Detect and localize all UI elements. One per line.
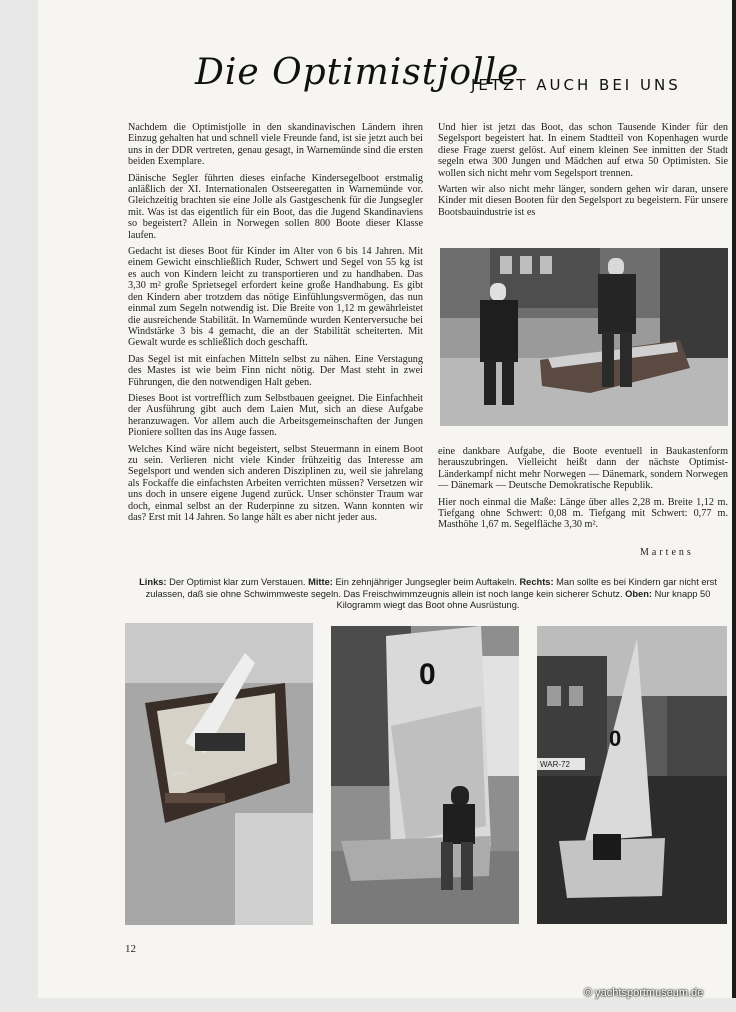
vehicle-plate: WAR-72 xyxy=(540,760,570,769)
paragraph: Nachdem die Optimistjolle in den skandinavischen Ländern ihren Einzug gehalten hat und schnell viele Freunde fand, ist sie jetzt auch bei uns in der DDR vertreten, genau gesagt, in Warnemünde sind die ersten beiden Exemplare. xyxy=(128,122,423,168)
photo-child-sailing xyxy=(537,626,727,924)
caption-label-oben: Oben: xyxy=(625,588,652,599)
article-column-right-top xyxy=(438,122,728,223)
article-column-right-bottom xyxy=(438,446,728,536)
paragraph: Gedacht ist dieses Boot für Kinder im Alter von 6 bis 14 Jahren. Mit einem Gewicht einschließlich Ruder, Schwert und Segel von 55 kg ist es auch von Kindern leicht zu transportieren und zu handhaben. Das 3,30 m² große Sprietsegel erfordert keine große Handhabung. Es gibt den Kindern aber trotzdem das nötige Einfühlungsvermögen, das nun einmal zum Segeln notwendig ist. Die Breite von 1,12 m gewährleistet die ausreichende Stabilität. In Warnemünde wurden Kenterversuche bei Windstärke 3 bis 4 gemacht, die an der Stabilität scheiterten. Mit Gewalt wurde es schließlich doch geschafft. xyxy=(128,246,423,349)
paragraph: Welches Kind wäre nicht begeistert, selbst Steuermann in einem Boot zu sein. Verlieren nicht viele Kinder frühzeitig das Interesse am Segelsport und wenden sich anderen Disziplinen zu, weil sie jahrelang als Fockaffe die einfachsten Arbeiten verrichten müssen? Versetzen wir uns doch in unsere eigene Jugend zurück. Unser schönster Traum war doch, einmal selbst an der Ruderpinne zu sitzen. Wann konnten wir das? Erst mit 14 Jahren. So lange hält es aber nicht jeder aus. xyxy=(128,443,423,523)
boat-name-label: Optimist xyxy=(170,771,189,777)
photo-boat-stowed xyxy=(125,623,313,925)
paragraph: Dieses Boot ist vortrefflich zum Selbstbauen geeignet. Die Einfachheit der Ausführung gibt auch dem Laien Mut, sich an diese Aufgabe heranzuwagen. Vor allem auch die Arbeitsgemeinschaften der Jungen Pioniere sollten das ins Auge fassen. xyxy=(128,392,423,439)
page-title xyxy=(195,52,695,104)
article-column-left xyxy=(128,122,423,528)
watermark: © yachtsportmuseum.de xyxy=(584,987,704,999)
paragraph: Dänische Segler führten dieses einfache Kindersegelboot erstmalig anläßlich der XI. Internationalen Ostseeregatten in Warnemünde vor. Gleichzeitig brachten sie eine Jolle als Gastgeschenk für die Jungsegler mit. Was ist das eigentlich für ein Boot, das die Jugend Skandinaviens so begeistert? Allein in Norwegen sollen 800 Boote dieser Klasse laufen. xyxy=(128,172,423,241)
paragraph: Warten wir also nicht mehr länger, sondern gehen wir daran, unsere Kinder mit diesen Booten für den Segelsport zu begeistern. Für unsere Bootsbauindustrie ist es xyxy=(438,184,728,218)
caption-text-links: Der Optimist klar zum Verstauen. xyxy=(166,577,309,587)
caption-label-mitte: Mitte: xyxy=(308,577,333,587)
title-subtitle: JETZT AUCH BEI UNS xyxy=(471,76,681,94)
caption-label-links: Links: xyxy=(139,577,167,587)
caption-text-mitte: Ein zehnjähriger Jungsegler beim Auftakeln. xyxy=(332,577,520,587)
scan-bottom-margin xyxy=(0,998,736,1012)
title-script: Die Optimistjolle xyxy=(195,52,520,93)
paragraph: eine dankbare Aufgabe, die Boote eventuell in Baukastenform herauszubringen. Vielleicht heißt dann der nächste Optimist-Länderkampf nicht mehr Norwegen — Dänemark, sondern Norwegen — Dänemark — Deutsche Demokratische Republik. xyxy=(438,446,728,492)
page-number: 12 xyxy=(125,943,136,955)
photo-boys-with-boat xyxy=(440,248,728,426)
caption-label-rechts: Rechts: xyxy=(519,577,554,587)
sail-number-right: 0 xyxy=(609,726,622,751)
author-name: Martens xyxy=(640,547,694,558)
scan-margin xyxy=(0,0,38,1012)
paragraph: Das Segel ist mit einfachen Mitteln selbst zu nähen. Eine Verstagung des Mastes ist wie beim Finn nicht nötig. Der Mast steht in zwei Führungen, die den notwendigen Halt geben. xyxy=(128,353,423,388)
photo-caption xyxy=(128,577,728,612)
photo-boy-rigging xyxy=(331,626,519,924)
sail-number-mid: 0 xyxy=(419,658,436,691)
caption-text-oben: Nur knapp 50 Kilogramm wiegt das Boot ohne Ausrüstung. xyxy=(336,588,711,610)
paragraph: Hier noch einmal die Maße: Länge über alles 2,28 m. Breite 1,12 m. Tiefgang ohne Schwert: 0,08 m. Tiefgang mit Schwert: 0,77 m. Masthöhe 1,67 m. Segelfläche 3,30 m². xyxy=(438,496,728,531)
caption-text-rechts: Man sollte es bei Kindern gar nicht erst zulassen, daß sie ohne Schwimmweste segeln. Das Freischwimmzeugnis allein ist noch lange kein sicherer Schutz. xyxy=(145,577,717,599)
paragraph: Und hier ist jetzt das Boot, das schon Tausende Kinder für den Segelsport begeistert hat. In einem Stadtteil von Kopenhagen wurde diese Frage zuerst gelöst. Auf einem kleinen See inmitten der Stadt segeln etwa 300 Jungen und Mädchen auf etwa 50 Optimisten. Sie wollen sich nicht mehr vom Segelsport trennen. xyxy=(438,122,728,179)
